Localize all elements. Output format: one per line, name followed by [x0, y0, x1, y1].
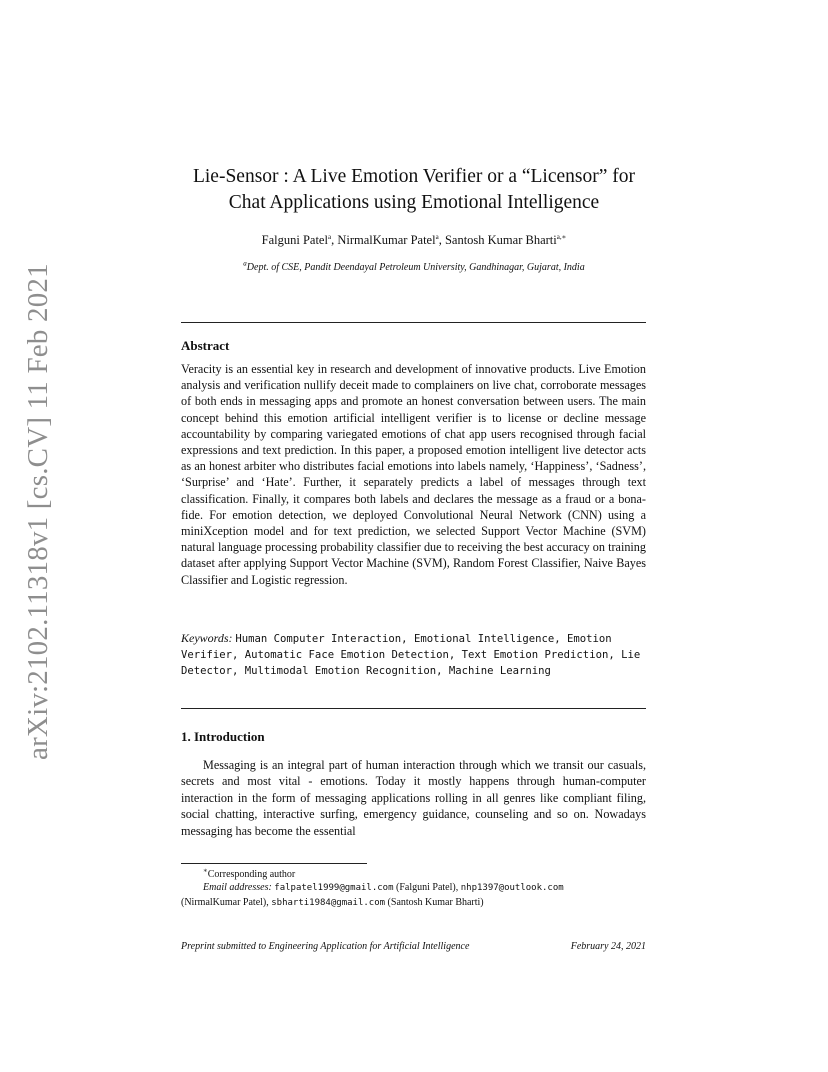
- author-affiliation-mark: a,∗: [556, 232, 567, 241]
- author-affiliation-mark: a: [327, 232, 332, 241]
- email-owner: (NirmalKumar Patel),: [181, 896, 269, 908]
- email-address[interactable]: sbharti1984@gmail.com: [271, 897, 386, 908]
- footnote-rule: [181, 863, 367, 864]
- email-label: Email addresses:: [203, 882, 272, 894]
- preprint-venue: Preprint submitted to Engineering Application for Artificial Intelligence: [181, 941, 470, 952]
- introduction-text: Messaging is an integral part of human interaction through which we transit our casuals, secrets and most vital - emotions. Today it mostly happens through human-computer interaction in the form of messaging applications rolling in all genres like compliant filing, social chatting, interactive surfing, emergency guidance, counseling and so on. Nowadays messaging has become the essential: [181, 758, 646, 838]
- preprint-date: February 24, 2021: [570, 941, 646, 952]
- abstract-bottom-rule: [181, 708, 646, 709]
- keywords-text: Human Computer Interaction, Emotional Intelligence, Emotion Verifier, Automatic Face Emotion Detection, Text Emotion Prediction, Lie Detector, Multimodal Emotion Recognition, Machine Learning: [181, 633, 641, 677]
- abstract-text: Veracity is an essential key in research and development of innovative products. Live Emotion analysis and verification nullify deceit made to complainers on live chat, corroborate messages of both ends in messaging apps and promote an honest conversation between users. The main concept behind this emotion artificial intelligent verifier is to license or decline message accountability by comparing variegated emotions of chat app users recognised through facial expressions and text prediction. In this paper, a proposed emotion intelligent live detector acts as an honest arbiter who distributes facial emotions into labels namely, ‘Happiness’, ‘Sadness’, ‘Surprise’ and ‘Hate’. Further, it separately predicts a label of messages through text classification. Finally, it compares both labels and declares the message as a fraud or a bona-fide. For emotion detection, we deployed Convolutional Neural Network (CNN) using a miniXception model and for text prediction, we selected Support Vector Machine (SVM) natural language processing probability classifier due to receiving the best accuracy on training dataset after applying Support Vector Machine (SVM), Random Forest Classifier, Naive Bayes Classifier and Logistic regression.: [181, 362, 646, 587]
- author-name: Falguni Patel: [261, 233, 328, 247]
- email-addresses-line-2: [181, 896, 651, 910]
- introduction-heading: 1. Introduction: [181, 729, 265, 744]
- author-separator: ,: [438, 233, 445, 247]
- title-line-2: Chat Applications using Emotional Intelligence: [228, 192, 600, 213]
- preprint-footer: [181, 941, 646, 952]
- keywords-label: Keywords:: [181, 631, 233, 645]
- affiliation: [150, 259, 678, 273]
- email-addresses-line: [181, 881, 651, 895]
- affiliation-text: Dept. of CSE, Pandit Deendayal Petroleum University, Gandhinagar, Gujarat, India: [246, 262, 585, 273]
- title-line-1: Lie-Sensor : A Live Emotion Verifier or a “Licensor” for: [192, 166, 636, 187]
- abstract-top-rule: [181, 322, 646, 323]
- affiliation-mark: a: [243, 259, 247, 268]
- email-address[interactable]: falpatel1999@gmail.com: [274, 883, 394, 894]
- email-owner: (Falguni Patel),: [396, 882, 459, 894]
- abstract-heading: Abstract: [181, 338, 230, 353]
- author-separator: ,: [331, 233, 338, 247]
- keywords: [181, 630, 646, 679]
- author-affiliation-mark: a: [435, 232, 439, 241]
- arxiv-identifier-stamp: arXiv:2102.11318v1 [cs.CV] 11 Feb 2021: [22, 263, 54, 760]
- corresponding-text: Corresponding author: [207, 869, 296, 880]
- author-list: [150, 233, 678, 248]
- corresponding-mark: ∗: [203, 866, 208, 875]
- email-address[interactable]: nhp1397@outlook.com: [460, 883, 564, 894]
- paper-title: [150, 164, 678, 216]
- corresponding-author-note: [181, 868, 651, 881]
- email-owner: (Santosh Kumar Bharti): [387, 896, 484, 908]
- author-name: Santosh Kumar Bharti: [444, 233, 557, 247]
- footnotes: [181, 868, 651, 910]
- author-name: NirmalKumar Patel: [337, 233, 436, 247]
